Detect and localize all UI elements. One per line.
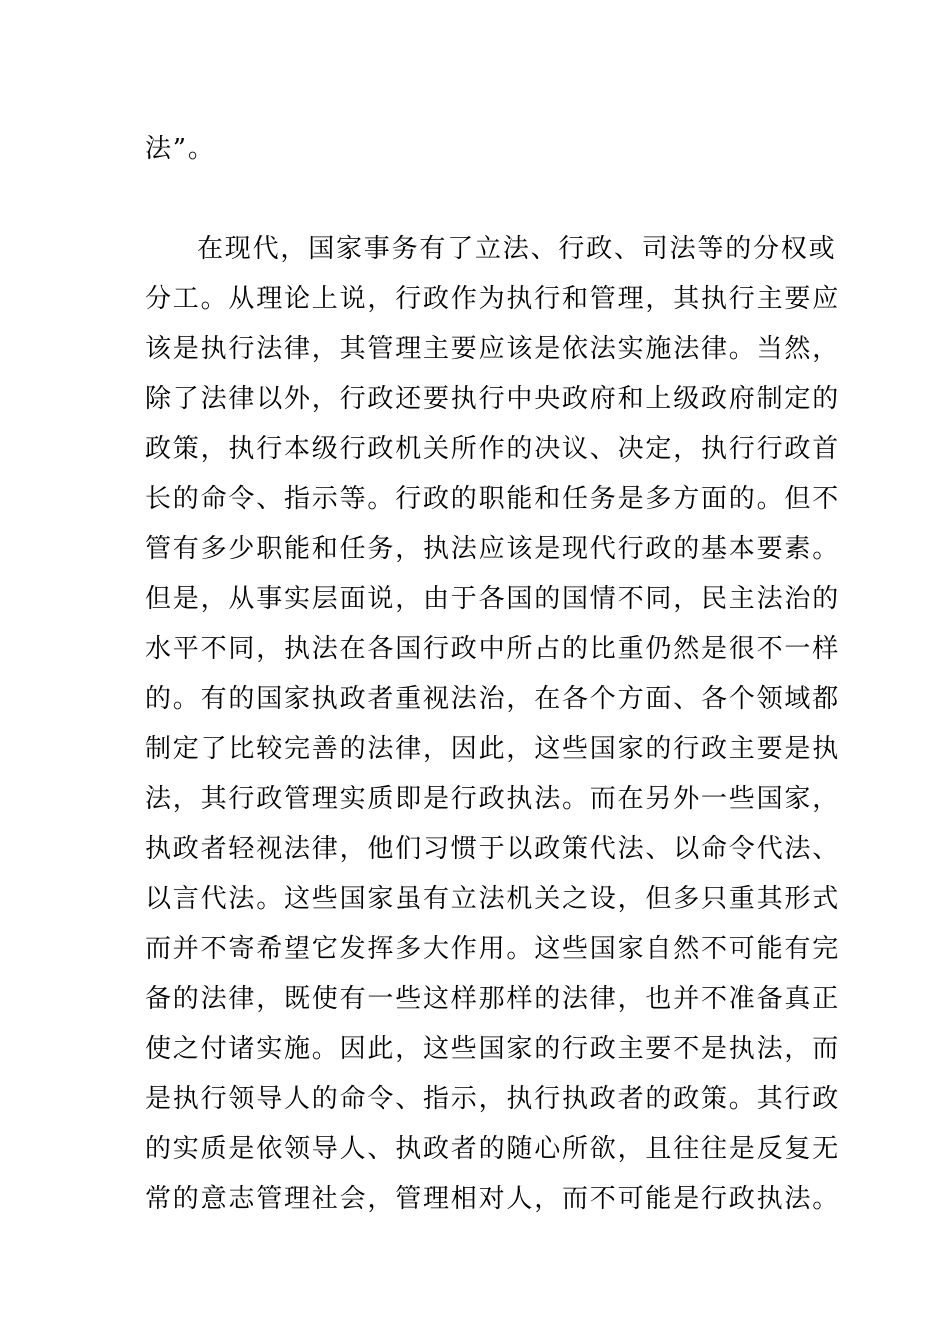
text-line: 管有多少职能和任务，执法应该是现代行政的基本要素。 [145, 534, 841, 564]
text-line: 执政者轻视法律，他们习惯于以政策代法、以命令代法、 [145, 834, 841, 864]
text-line: 是执行领导人的命令、指示，执行执政者的政策。其行政 [145, 1084, 841, 1114]
text-line: 分工。从理论上说，行政作为执行和管理，其执行主要应 [145, 284, 841, 314]
text-line: 常的意志管理社会，管理相对人，而不可能是行政执法。 [145, 1184, 841, 1214]
text-line: 但是，从事实层面说，由于各国的国情不同，民主法治的 [145, 584, 841, 614]
text-line: 备的法律，既使有一些这样那样的法律，也并不准备真正 [145, 984, 841, 1014]
text-line: 长的命令、指示等。行政的职能和任务是多方面的。但不 [145, 484, 841, 514]
text-line: 法”。 [145, 134, 216, 164]
text-line: 除了法律以外，行政还要执行中央政府和上级政府制定的 [145, 384, 841, 414]
body-paragraph [145, 224, 841, 1224]
text-line: 的实质是依领导人、执政者的随心所欲，且往往是反复无 [145, 1134, 841, 1164]
text-line: 水平不同，执法在各国行政中所占的比重仍然是很不一样 [145, 634, 841, 664]
text-line: 制定了比较完善的法律，因此，这些国家的行政主要是执 [145, 734, 841, 764]
text-line: 法，其行政管理实质即是行政执法。而在另外一些国家， [145, 784, 841, 814]
text-line: 政策，执行本级行政机关所作的决议、决定，执行行政首 [145, 434, 841, 464]
carry-over-text [145, 124, 808, 174]
text-line: 而并不寄希望它发挥多大作用。这些国家自然不可能有完 [145, 934, 841, 964]
paragraph-first-line: 在现代，国家事务有了立法、行政、司法等的分权或 [197, 234, 837, 264]
text-line: 以言代法。这些国家虽有立法机关之设，但多只重其形式 [145, 884, 841, 914]
text-line: 该是执行法律，其管理主要应该是依法实施法律。当然， [145, 334, 841, 364]
text-line: 的。有的国家执政者重视法治，在各个方面、各个领域都 [145, 684, 841, 714]
text-line: 使之付诸实施。因此，这些国家的行政主要不是执法，而 [145, 1034, 841, 1064]
